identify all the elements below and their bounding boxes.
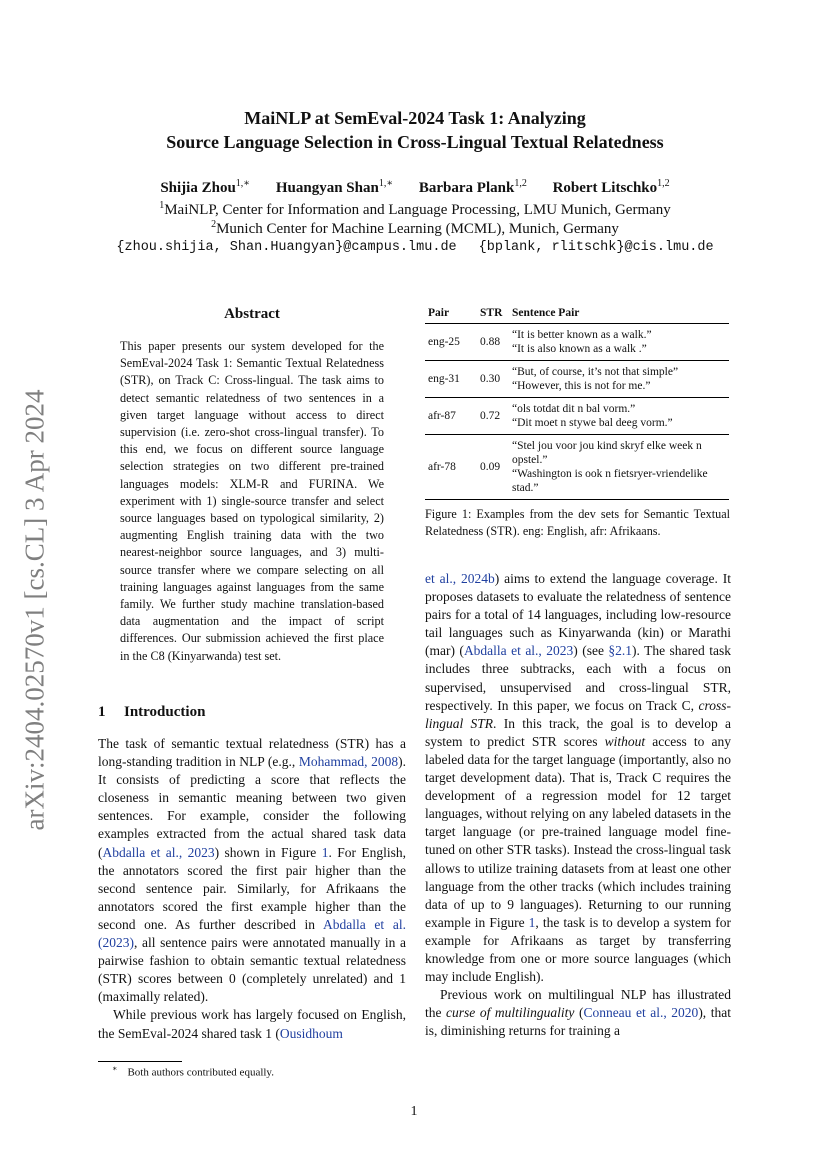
table-row <box>425 398 729 435</box>
citation-link[interactable]: Abdalla et al. (2023) <box>98 916 406 951</box>
str-score: 0.30 <box>477 361 509 398</box>
sentence-pair <box>509 435 729 500</box>
paragraph <box>425 570 731 986</box>
str-score: 0.09 <box>477 435 509 500</box>
email-line <box>60 240 770 255</box>
text-run: , the task is to develop a system for example for Afrikaans as target by transferring knowledge from one or more source languages (which may include English). <box>425 914 731 985</box>
author-sup: 1,∗ <box>235 178 251 189</box>
text-run: , all sentence pairs were annotated manually in a pairwise fashion to obtain semantic textual relatedness (STR) scores between 0 (completely unrelated) and 1 (maximally related). <box>98 935 406 1005</box>
author-name: Robert Litschko <box>552 180 658 196</box>
text-run: ( <box>574 1005 584 1021</box>
author-list <box>100 178 730 197</box>
figure-1-table <box>425 304 729 500</box>
text-run: While previous work has largely focused on English, the SemEval-2024 shared task 1 ( <box>98 1007 406 1041</box>
section-number: 1 <box>98 704 106 720</box>
affiliation-text: Munich Center for Machine Learning (MCML), Munich, Germany <box>216 221 619 237</box>
author-sup: 1,2 <box>514 178 527 189</box>
sentence: “But, of course, it’s not that simple” <box>512 366 679 378</box>
citation-link[interactable]: Abdalla et al., 2023 <box>102 844 215 860</box>
table-header-row <box>425 304 729 324</box>
text-run: ) (see <box>573 643 609 659</box>
footnote-rule <box>98 1061 182 1062</box>
sentence-pair <box>509 398 729 435</box>
figure-caption: Figure 1: Examples from the dev sets for Semantic Textual Relatedness (STR). eng: English, afr: Afrikaans. <box>425 507 730 538</box>
text-run: ). The shared task includes three subtracks, each with a focus on supervised, unsupervised and cross-lingual STR, respectively. In this paper, we focus on Track C, <box>425 643 731 713</box>
pair-id: eng-25 <box>425 324 477 361</box>
pair-id: eng-31 <box>425 361 477 398</box>
column-header: STR <box>477 304 509 324</box>
text-run: . For English, the annotators scored the first pair higher than the second sentence pair. Similarly, for Afrikaans the annotators scored the first example higher than the second one. As further described in <box>98 844 406 932</box>
author-name: Shijia Zhou <box>160 180 236 196</box>
emphasis: curse of multilinguality <box>446 1005 575 1021</box>
citation-link[interactable]: et al., 2024b <box>425 571 495 586</box>
abstract-text: This paper presents our system developed for the SemEval-2024 Task 1: Semantic Textual Relatedness (STR), on Track C: Cross-lingual. The task aims to detect semantic relatedness of two sentences in a given target language without access to direct supervision (i.e. zero-shot cross-lingual transfer). To this end, we focus on different source language selection strategies on two different pre-trained languages models: XLM-R and FURINA. We experiment with 1) single-source transfer and select source languages based on typological similarity, 2) augmenting English training data with the two nearest-neighbor source languages, and 3) multi-source transfer where we compare selecting on all training languages against languages from the same family. We further study machine translation-based data augmentation and the impact of script differences. Our submission achieved the first place in the C8 (Kinyarwanda) test set. <box>120 339 384 663</box>
right-column <box>425 570 731 1040</box>
sentence: “Stel jou voor jou kind skryf elke week n opstel.” <box>512 440 702 466</box>
citation-link[interactable]: Mohammad, 2008 <box>298 754 399 770</box>
abstract-heading: Abstract <box>224 306 280 322</box>
emphasis: without <box>604 733 646 749</box>
intro-left-column <box>98 735 406 1043</box>
affiliation-text: MaiNLP, Center for Information and Language Processing, LMU Munich, Germany <box>164 202 671 218</box>
citation-link[interactable]: Abdalla et al., 2023 <box>463 643 574 659</box>
paragraph <box>98 735 406 1006</box>
title-line-1: MaiNLP at SemEval-2024 Task 1: Analyzing <box>244 108 586 128</box>
sentence: “It is better known as a walk.” <box>512 329 652 341</box>
affiliation-sup: 1 <box>159 200 165 211</box>
text-run: The task of semantic textual relatedness (STR) has a long-standing tradition in NLP (e.g., <box>98 736 406 770</box>
text-run: . In this track, the goal is to develop a system to predict STR scores <box>425 715 731 749</box>
author-name: Barbara Plank <box>418 180 515 196</box>
str-score: 0.88 <box>477 324 509 361</box>
affiliation-sup: 2 <box>211 219 217 230</box>
arxiv-id: arXiv:2404.02570v1 [cs.CL] 3 Apr 2024 <box>19 389 50 831</box>
text-run: Previous work on multilingual NLP has illustrated the <box>425 987 731 1021</box>
footnote-text: Both authors contributed equally. <box>127 1066 274 1079</box>
text-run: ) shown in Figure <box>214 844 322 860</box>
pair-id: afr-87 <box>425 398 477 435</box>
text-run: access to any labeled data for the target language (importantly, also no target development data). That is, Track C requires the development of a regression model for 12 target languages, without relying on any labeled datasets in the target language (or pre-trained language model fine-tuned on other STR tasks). Instead the cross-lingual task allows to utilize training datasets from at least one other language from the other tracks (which includes training data of up to 9 languages). Returning to our running example in Figure <box>425 733 731 930</box>
author-name: Huangyan Shan <box>275 180 379 196</box>
sentence: “Dit moet n stywe bal deeg vorm.” <box>512 417 673 429</box>
author-sup: 1,∗ <box>378 178 394 189</box>
text-run: ). It consists of predicting a score that reflects the closeness in semantic meaning between two given sentences. For example, consider the following examples extracted from the actual shared task data ( <box>98 754 406 860</box>
sentence: “Washington is ook n fietsryer-vriendelike stad.” <box>512 468 708 494</box>
paper-title <box>100 106 730 154</box>
section-ref-link[interactable]: §2.1 <box>608 643 633 659</box>
page-number: 1 <box>410 1104 418 1119</box>
paragraph <box>425 986 731 1040</box>
footnote-mark: ∗ <box>112 1064 118 1073</box>
footnote <box>112 1064 274 1079</box>
table-row <box>425 435 729 500</box>
citation-link[interactable]: Conneau et al., 2020 <box>583 1005 699 1021</box>
email-link[interactable]: {bplank, rlitschk}@cis.lmu.de <box>478 240 714 255</box>
sentence: “It is also known as a walk .” <box>512 343 647 355</box>
sentence: “However, this is not for me.” <box>512 380 651 392</box>
affiliation-2 <box>100 219 730 238</box>
affiliation-1 <box>100 200 730 219</box>
sentence: “ols totdat dit n bal vorm.” <box>512 403 636 415</box>
figure-ref-link[interactable]: 1 <box>321 844 329 860</box>
emphasis: cross-lingual STR <box>425 697 731 731</box>
table-row <box>425 324 729 361</box>
figure-ref-link[interactable]: 1 <box>528 914 536 930</box>
section-title: Introduction <box>124 704 206 720</box>
citation-link[interactable]: Ousidhoum <box>279 1025 343 1041</box>
paragraph <box>98 1006 406 1042</box>
str-score: 0.72 <box>477 398 509 435</box>
title-line-2: Source Language Selection in Cross-Lingual Textual Relatedness <box>166 132 664 152</box>
section-heading <box>98 704 205 721</box>
text-run: ), that is, diminishing returns for training a <box>425 1005 731 1039</box>
text-run: ) aims to extend the language coverage. It proposes datasets to evaluate the relatedness of sentence pairs for a total of 14 languages, including low-resource tail languages such as Kinyarwanda (kin) or Marathi (mar) ( <box>425 571 731 659</box>
sentence-pair <box>509 361 729 398</box>
email-link[interactable]: {zhou.shijia, Shan.Huangyan}@campus.lmu.de <box>116 240 457 255</box>
arxiv-sidebar <box>10 370 60 850</box>
sentence-pair <box>509 324 729 361</box>
column-header: Sentence Pair <box>509 304 729 324</box>
author-sup: 1,2 <box>657 178 670 189</box>
column-header: Pair <box>425 304 477 324</box>
pair-id: afr-78 <box>425 435 477 500</box>
table-row <box>425 361 729 398</box>
